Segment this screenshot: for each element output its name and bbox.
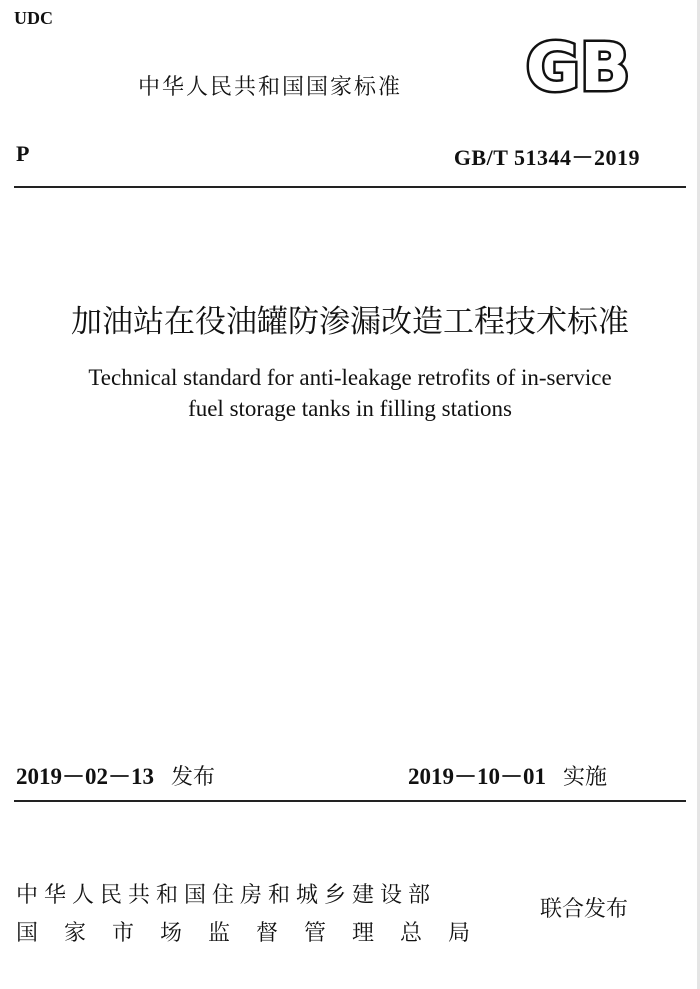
- header-divider: [14, 186, 686, 188]
- issuer-mohurd: 中华人民共和国住房和城乡建设部: [16, 883, 437, 908]
- issue-date: 2019－02－13: [16, 764, 154, 789]
- national-standard-heading: 中华人民共和国国家标准: [138, 75, 403, 100]
- implement-date-block: [408, 758, 607, 791]
- gb-logo: [512, 30, 644, 100]
- udc-label: UDC: [14, 8, 53, 28]
- gb-logo-text: GB: [525, 30, 631, 100]
- issue-label: 发布: [171, 765, 216, 790]
- issue-date-block: [16, 758, 215, 791]
- title-english: [0, 362, 700, 424]
- title-chinese: 加油站在役油罐防渗漏改造工程技术标准: [71, 304, 629, 340]
- implement-date: 2019－10－01: [408, 764, 546, 789]
- title-english-line-2: fuel storage tanks in filling stations: [188, 396, 512, 421]
- footer-divider: [14, 800, 686, 802]
- jointly-issued-label: 联合发布: [540, 897, 629, 922]
- issuer-samr: 国家市场监督管理总局: [16, 921, 497, 946]
- classification-code: P: [16, 141, 30, 166]
- title-english-line-1: Technical standard for anti-leakage retrofits of in-service: [88, 365, 612, 390]
- implement-label: 实施: [563, 765, 608, 790]
- issuing-authorities: [16, 877, 516, 953]
- standard-number: GB/T 51344－2019: [453, 145, 640, 170]
